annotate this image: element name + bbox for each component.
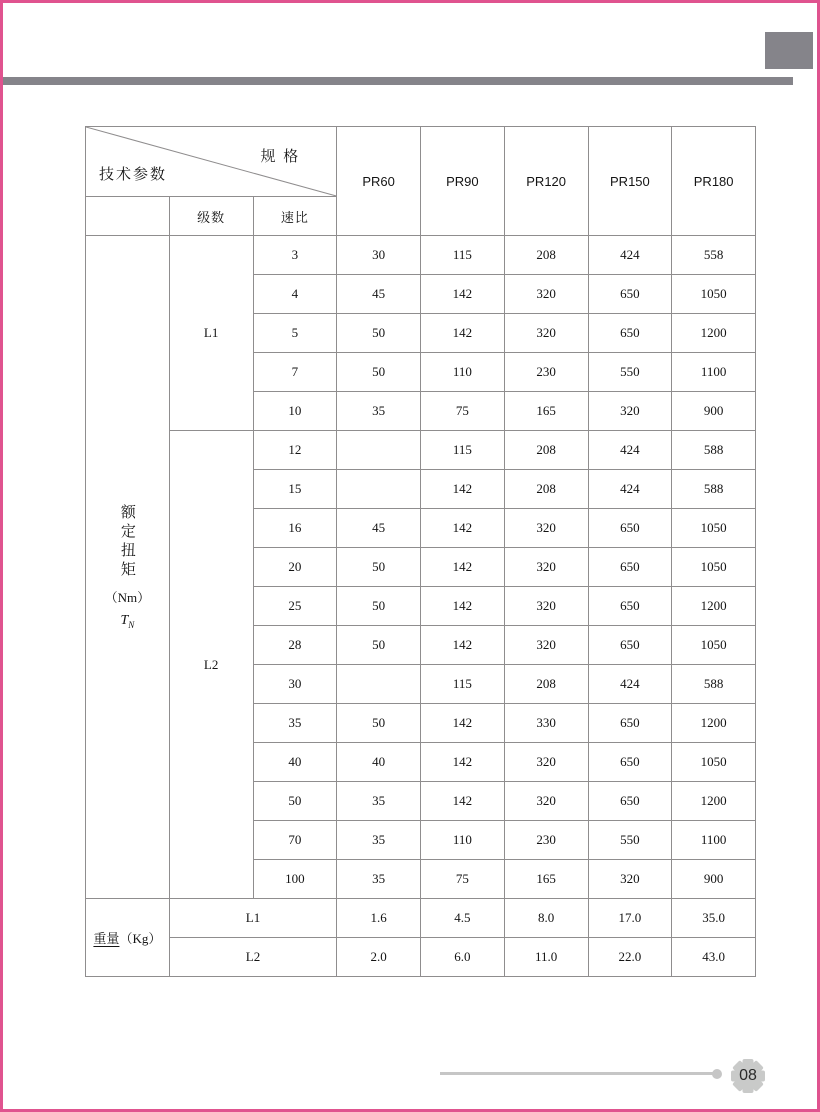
- weight-value-cell: 11.0: [504, 938, 588, 977]
- value-cell: 1050: [672, 275, 756, 314]
- weight-stage-cell: L1: [169, 899, 337, 938]
- torque-label: [86, 504, 169, 630]
- value-cell: 1050: [672, 509, 756, 548]
- ratio-header: 速比: [253, 197, 337, 236]
- empty-corner-cell: [86, 197, 170, 236]
- value-cell: 35: [337, 392, 421, 431]
- ratio-cell: 4: [253, 275, 337, 314]
- header-corner-block: [765, 32, 813, 69]
- footer-rule: [440, 1072, 718, 1075]
- spec-table: [85, 126, 756, 977]
- value-cell: 320: [588, 860, 672, 899]
- value-cell: 1100: [672, 821, 756, 860]
- ratio-cell: 30: [253, 665, 337, 704]
- value-cell: 230: [504, 353, 588, 392]
- value-cell: 142: [421, 314, 505, 353]
- value-cell: 50: [337, 314, 421, 353]
- value-cell: 142: [421, 704, 505, 743]
- ratio-cell: 10: [253, 392, 337, 431]
- weight-stage-cell: L2: [169, 938, 337, 977]
- value-cell: 650: [588, 704, 672, 743]
- value-cell: 550: [588, 353, 672, 392]
- value-cell: 115: [421, 431, 505, 470]
- value-cell: 35: [337, 782, 421, 821]
- value-cell: 320: [504, 626, 588, 665]
- weight-row: [86, 938, 756, 977]
- value-cell: 650: [588, 626, 672, 665]
- value-cell: 75: [421, 392, 505, 431]
- value-cell: 1050: [672, 743, 756, 782]
- value-cell: 45: [337, 509, 421, 548]
- gear-icon: [726, 1054, 770, 1098]
- value-cell: 320: [588, 392, 672, 431]
- value-cell: 165: [504, 860, 588, 899]
- value-cell: 35: [337, 821, 421, 860]
- ratio-cell: 20: [253, 548, 337, 587]
- value-cell: 650: [588, 275, 672, 314]
- value-cell: 110: [421, 353, 505, 392]
- value-cell: 1100: [672, 353, 756, 392]
- weight-row: [86, 899, 756, 938]
- model-header-pr180: PR180: [672, 127, 756, 236]
- value-cell: 1050: [672, 626, 756, 665]
- value-cell: 35: [337, 860, 421, 899]
- footer-dot: [712, 1069, 722, 1079]
- ratio-cell: 5: [253, 314, 337, 353]
- value-cell: 320: [504, 509, 588, 548]
- value-cell: 142: [421, 587, 505, 626]
- ratio-cell: 100: [253, 860, 337, 899]
- value-cell: 900: [672, 392, 756, 431]
- value-cell: 115: [421, 236, 505, 275]
- value-cell: [337, 470, 421, 509]
- ratio-cell: 15: [253, 470, 337, 509]
- value-cell: 142: [421, 743, 505, 782]
- weight-label-main: 重量: [93, 931, 120, 946]
- value-cell: 110: [421, 821, 505, 860]
- value-cell: 50: [337, 587, 421, 626]
- value-cell: 588: [672, 431, 756, 470]
- weight-value-cell: 1.6: [337, 899, 421, 938]
- torque-symbol: $T_N$: [120, 613, 135, 630]
- value-cell: 230: [504, 821, 588, 860]
- value-cell: 142: [421, 509, 505, 548]
- value-cell: 320: [504, 275, 588, 314]
- ratio-cell: 70: [253, 821, 337, 860]
- stage-cell: L1: [169, 236, 253, 431]
- ratio-cell: 7: [253, 353, 337, 392]
- value-cell: 115: [421, 665, 505, 704]
- value-cell: 165: [504, 392, 588, 431]
- value-cell: 558: [672, 236, 756, 275]
- weight-label-unit: （Kg）: [119, 931, 162, 946]
- model-header-pr120: PR120: [504, 127, 588, 236]
- tech-params-label: 技术参数: [99, 167, 168, 183]
- value-cell: 1200: [672, 314, 756, 353]
- ratio-cell: 12: [253, 431, 337, 470]
- value-cell: 50: [337, 353, 421, 392]
- value-cell: 50: [337, 704, 421, 743]
- torque-unit: （Nm）: [104, 590, 151, 606]
- value-cell: 320: [504, 314, 588, 353]
- value-cell: 330: [504, 704, 588, 743]
- model-header-pr150: PR150: [588, 127, 672, 236]
- spec-table-body: [86, 127, 756, 977]
- spec-row: [86, 431, 756, 470]
- torque-vertical-text: 额定扭矩: [118, 504, 135, 581]
- value-cell: 588: [672, 665, 756, 704]
- ratio-cell: 40: [253, 743, 337, 782]
- value-cell: [337, 431, 421, 470]
- value-cell: 900: [672, 860, 756, 899]
- weight-value-cell: 2.0: [337, 938, 421, 977]
- value-cell: 1050: [672, 548, 756, 587]
- ratio-cell: 25: [253, 587, 337, 626]
- ratio-cell: 35: [253, 704, 337, 743]
- value-cell: 75: [421, 860, 505, 899]
- value-cell: 320: [504, 587, 588, 626]
- value-cell: 424: [588, 236, 672, 275]
- weight-value-cell: 4.5: [421, 899, 505, 938]
- ratio-cell: 28: [253, 626, 337, 665]
- value-cell: 50: [337, 626, 421, 665]
- value-cell: 650: [588, 509, 672, 548]
- ratio-cell: 3: [253, 236, 337, 275]
- value-cell: 588: [672, 470, 756, 509]
- ratio-cell: 50: [253, 782, 337, 821]
- value-cell: 650: [588, 548, 672, 587]
- value-cell: 30: [337, 236, 421, 275]
- value-cell: 550: [588, 821, 672, 860]
- spec-corner-label: 规 格: [260, 149, 301, 165]
- page-number: 08: [739, 1067, 757, 1084]
- value-cell: 1200: [672, 782, 756, 821]
- value-cell: 650: [588, 587, 672, 626]
- value-cell: 650: [588, 782, 672, 821]
- header-rule-bar: [3, 77, 793, 85]
- weight-value-cell: 43.0: [672, 938, 756, 977]
- value-cell: 320: [504, 782, 588, 821]
- stages-header: 级数: [169, 197, 253, 236]
- value-cell: 142: [421, 782, 505, 821]
- value-cell: 208: [504, 431, 588, 470]
- value-cell: 50: [337, 548, 421, 587]
- value-cell: 424: [588, 431, 672, 470]
- value-cell: 142: [421, 470, 505, 509]
- weight-value-cell: 8.0: [504, 899, 588, 938]
- value-cell: 1200: [672, 587, 756, 626]
- weight-value-cell: 6.0: [421, 938, 505, 977]
- value-cell: 424: [588, 665, 672, 704]
- spec-row: [86, 236, 756, 275]
- value-cell: 1200: [672, 704, 756, 743]
- value-cell: 142: [421, 626, 505, 665]
- model-header-pr90: PR90: [421, 127, 505, 236]
- value-cell: 320: [504, 743, 588, 782]
- weight-value-cell: 35.0: [672, 899, 756, 938]
- weight-label-cell: [86, 899, 170, 977]
- stage-cell: L2: [169, 431, 253, 899]
- value-cell: 208: [504, 470, 588, 509]
- value-cell: 424: [588, 470, 672, 509]
- value-cell: 208: [504, 236, 588, 275]
- ratio-cell: 16: [253, 509, 337, 548]
- weight-value-cell: 17.0: [588, 899, 672, 938]
- value-cell: 208: [504, 665, 588, 704]
- value-cell: 142: [421, 275, 505, 314]
- model-header-pr60: PR60: [337, 127, 421, 236]
- value-cell: 650: [588, 743, 672, 782]
- weight-value-cell: 22.0: [588, 938, 672, 977]
- header-row-models: [86, 127, 756, 197]
- value-cell: 650: [588, 314, 672, 353]
- value-cell: 320: [504, 548, 588, 587]
- value-cell: 40: [337, 743, 421, 782]
- value-cell: [337, 665, 421, 704]
- value-cell: 45: [337, 275, 421, 314]
- corner-cell: [86, 127, 337, 197]
- value-cell: 142: [421, 548, 505, 587]
- torque-label-cell: [86, 236, 170, 899]
